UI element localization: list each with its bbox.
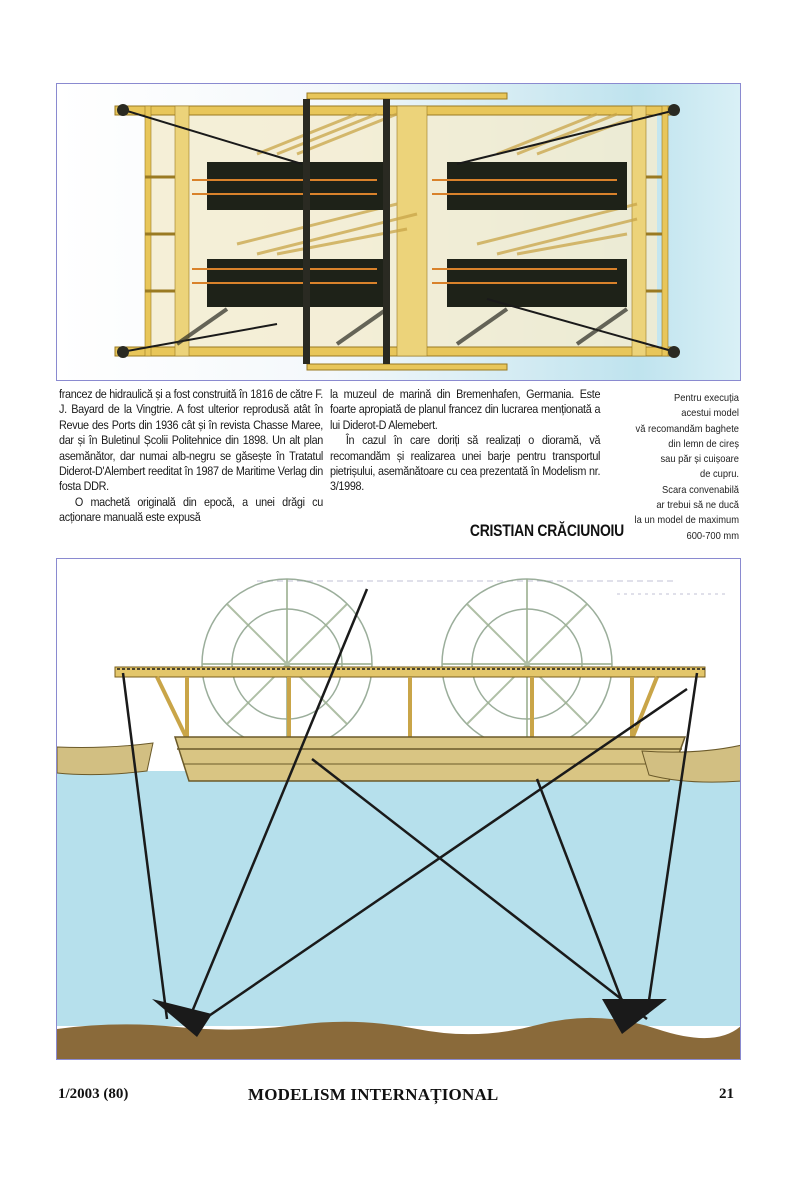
dredger-plan-drawing — [57, 84, 741, 381]
sidenote-line: 600-700 mm — [686, 530, 739, 542]
issue-number: 1/2003 (80) — [58, 1086, 129, 1102]
sidenote-line: ar trebui să ne ducă — [656, 500, 739, 512]
article-paragraph: la muzeul de marină din Bremenhafen, Germania. Este foarte apropiată de planul francez din lucrarea menționată a lui Diderot-D Alemebert. — [330, 387, 601, 432]
sidenote-line: Scara convenabilă — [662, 484, 739, 496]
modeling-sidenote — [612, 391, 739, 544]
sidenote-line: la un model de maximum — [634, 515, 739, 527]
article-column-2 — [330, 387, 600, 495]
sidenote-line: de cupru. — [700, 469, 739, 481]
sidenote-line: Pentru execuția — [674, 393, 739, 404]
article-column-1 — [59, 387, 323, 526]
dredger-plan-illustration — [56, 83, 741, 381]
magazine-title: MODELISM INTERNAȚIONAL — [248, 1085, 499, 1104]
sidenote-line: vă recomandăm baghete — [635, 423, 739, 435]
author-byline: CRISTIAN CRĂCIUNOIU — [469, 521, 624, 540]
dredger-elevation-illustration — [56, 558, 741, 1060]
article-paragraph: francez de hidraulică și a fost construită în 1816 de către F. J. Bayard de la Vingtrie. A fost ulterior reprodusă atât în Revue des Ports din 1936 cât și în revista Chasse Maree, dar și în Buletinul Școlii Politehnice din 1898. Un alt plan asemănător, dar numai alb-negru se găsește în Tratatul Diderot-D'Alembert reeditat în 1987 de Maritime Verlag din fosta DDR. — [59, 387, 323, 494]
page-number: 21 — [719, 1086, 734, 1102]
article-paragraph: O machetă originală din epocă, a unei drăgi cu acționare manuală este expusă — [59, 494, 323, 525]
dredger-elevation-drawing — [57, 559, 741, 1060]
page-footer — [0, 1086, 800, 1110]
sidenote-line: acestui model — [681, 408, 739, 420]
sidenote-line: sau păr și cuișoare — [660, 454, 739, 466]
handwritten-caption — [257, 581, 727, 594]
sidenote-line: din lemn de cireș — [668, 438, 739, 450]
article-paragraph: În cazul în care doriți să realizați o dioramă, vă recomandăm și realizarea unei barje pentru transportul pietrișului, asemănătoare cu cea prezentată în Modelism nr. 3/1998. — [330, 433, 601, 494]
